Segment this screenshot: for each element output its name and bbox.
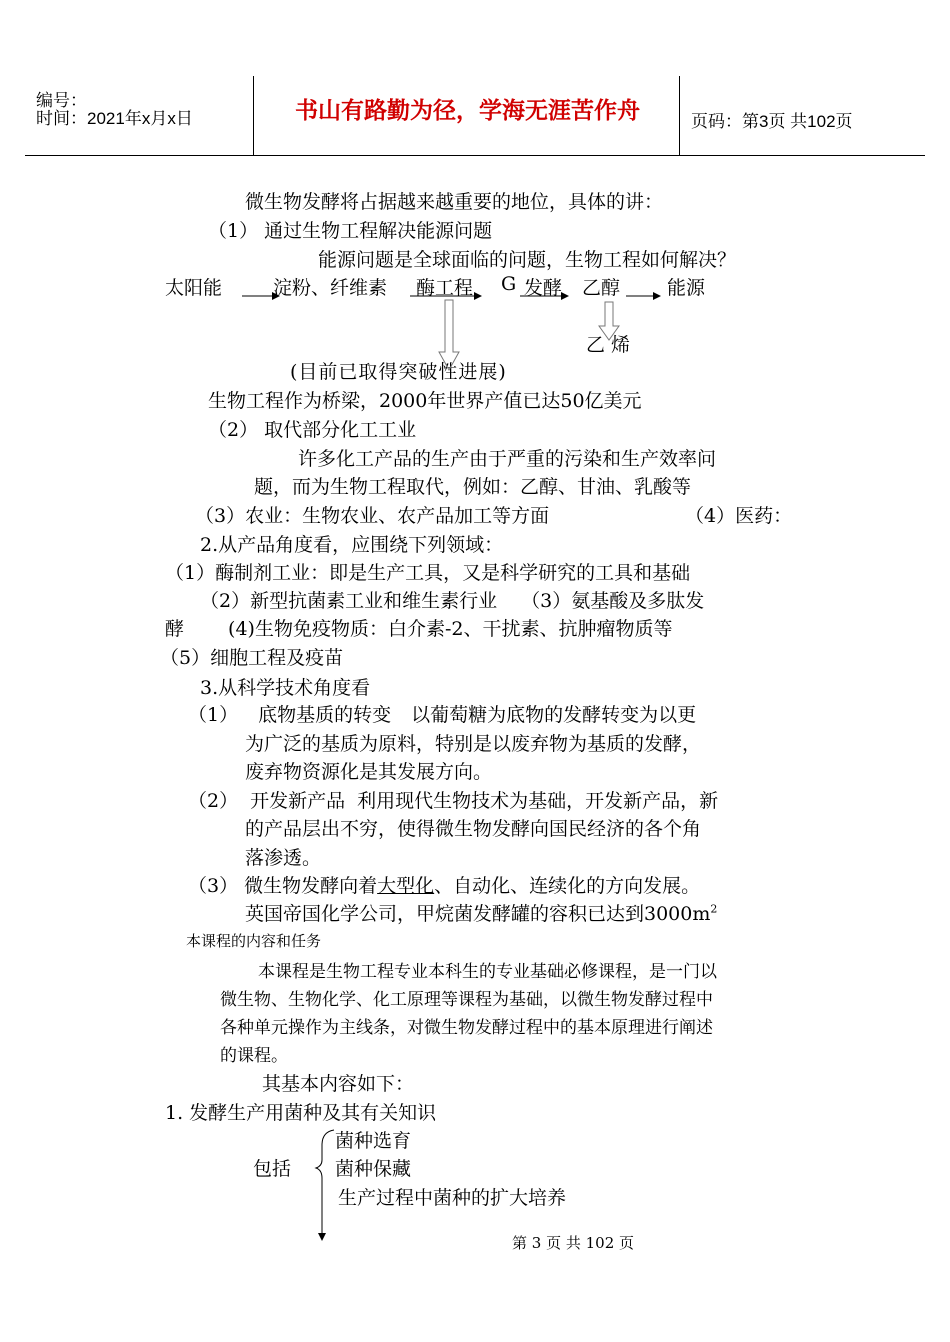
flow-node-sun: 太阳能 bbox=[165, 277, 223, 299]
line-17: 废弃物资源化是其发展方向。 bbox=[245, 761, 493, 783]
line-2: （1） 通过生物工程解决能源问题 bbox=[208, 220, 493, 242]
line-22 bbox=[245, 899, 717, 926]
time-label: 时间：2021年x月x日 bbox=[36, 109, 193, 128]
flow-node-energy: 能源 bbox=[667, 277, 706, 299]
line-25: 微生物、生物化学、化工原理等课程为基础，以微生物发酵过程中 bbox=[220, 990, 713, 1010]
flow-node-enzyme: 酶工程 bbox=[416, 277, 474, 299]
line-1: 微生物发酵将占据越来越重要的地位，具体的讲： bbox=[245, 191, 664, 213]
line-21 bbox=[188, 871, 700, 898]
line-5: （2） 取代部分化工工业 bbox=[208, 419, 417, 441]
line-19: 的产品层出不穷，使得微生物发酵向国民经济的各个角 bbox=[245, 818, 702, 840]
bullet-3: 生产过程中菌种的扩大培养 bbox=[338, 1187, 567, 1209]
flow-node-starch: 淀粉、纤维素 bbox=[273, 277, 388, 299]
line-22-sup: 2 bbox=[710, 902, 718, 916]
line-10: （1）酶制剂工业：即是生产工具，又是科学研究的工具和基础 bbox=[165, 562, 691, 584]
line-29: 1. 发酵生产用菌种及其有关知识 bbox=[165, 1102, 437, 1124]
line-18: （2） 开发新产品 利用现代生物技术为基础，开发新产品，新 bbox=[188, 790, 719, 812]
flow-node-ethanol: 乙醇 bbox=[582, 277, 621, 299]
serial-label: 编号： bbox=[36, 91, 87, 110]
line-13: （5）细胞工程及疫苗 bbox=[160, 647, 344, 669]
course-heading: 本课程的内容和任务 bbox=[186, 932, 322, 950]
line-15: （1） 底物基质的转变 以葡萄糖为底物的发酵转变为以更 bbox=[188, 704, 697, 726]
line-21-underlined: 大型化 bbox=[377, 875, 435, 897]
flow-node-g: G bbox=[501, 273, 517, 295]
line-12: 酵 (4)生物免疫物质：白介素-2、干扰素、抗肿瘤物质等 bbox=[165, 618, 673, 640]
line-3: 能源问题是全球面临的问题，生物工程如何解决？ bbox=[318, 249, 737, 271]
line-9: 2.从产品角度看，应围绕下列领域： bbox=[200, 534, 504, 556]
line-24: 本课程是生物工程专业本科生的专业基础必修课程，是一门以 bbox=[258, 962, 717, 982]
hollow-arrow-down-2 bbox=[599, 302, 619, 340]
hollow-arrow-down-1 bbox=[439, 300, 459, 370]
line-7: 题，而为生物工程取代，例如：乙醇、甘油、乳酸等 bbox=[254, 476, 692, 498]
line-6: 许多化工产品的生产由于严重的污染和生产效率问 bbox=[298, 448, 717, 470]
list-brace bbox=[316, 1130, 334, 1228]
flow-node-ethylene: 乙 烯 bbox=[586, 334, 631, 356]
header-motto: 书山有路勤为径，学海无涯苦作舟 bbox=[295, 98, 640, 124]
line-8b: （4）医药： bbox=[685, 505, 793, 527]
line-21-start: （3） 微生物发酵向着 bbox=[188, 875, 378, 897]
line-8a: （3）农业：生物农业、农产品加工等方面 bbox=[195, 505, 550, 527]
line-28: 其基本内容如下： bbox=[262, 1073, 415, 1095]
line-27: 的课程。 bbox=[220, 1046, 288, 1066]
line-14: 3.从科学技术角度看 bbox=[200, 677, 371, 699]
line-22-text: 英国帝国化学公司，甲烷菌发酵罐的容积已达到3000m bbox=[245, 903, 711, 925]
bullet-1: 菌种选育 bbox=[335, 1130, 412, 1152]
line-11: （2）新型抗菌素工业和维生素行业 （3）氨基酸及多肽发 bbox=[200, 590, 705, 612]
bullet-2: 菌种保藏 bbox=[335, 1158, 412, 1180]
include-label: 包括 bbox=[253, 1158, 292, 1180]
flow-node-ferment: 发酵 bbox=[524, 277, 563, 299]
line-26: 各种单元操作为主线条，对微生物发酵过程中的基本原理进行阐述 bbox=[220, 1018, 713, 1038]
line-4: 生物工程作为桥梁，2000年世界产值已达50亿美元 bbox=[208, 390, 642, 412]
page-info: 页码：第3页 共102页 bbox=[691, 112, 853, 131]
footer-page: 第 3 页 共 102 页 bbox=[512, 1234, 635, 1252]
line-21-end: 、自动化、连续化的方向发展。 bbox=[434, 875, 701, 897]
line-20: 落渗透。 bbox=[245, 847, 322, 869]
line-16: 为广泛的基质为原料，特别是以废弃物为基质的发酵， bbox=[245, 733, 702, 755]
flow-note: (目前已取得突破性进展) bbox=[290, 361, 507, 383]
